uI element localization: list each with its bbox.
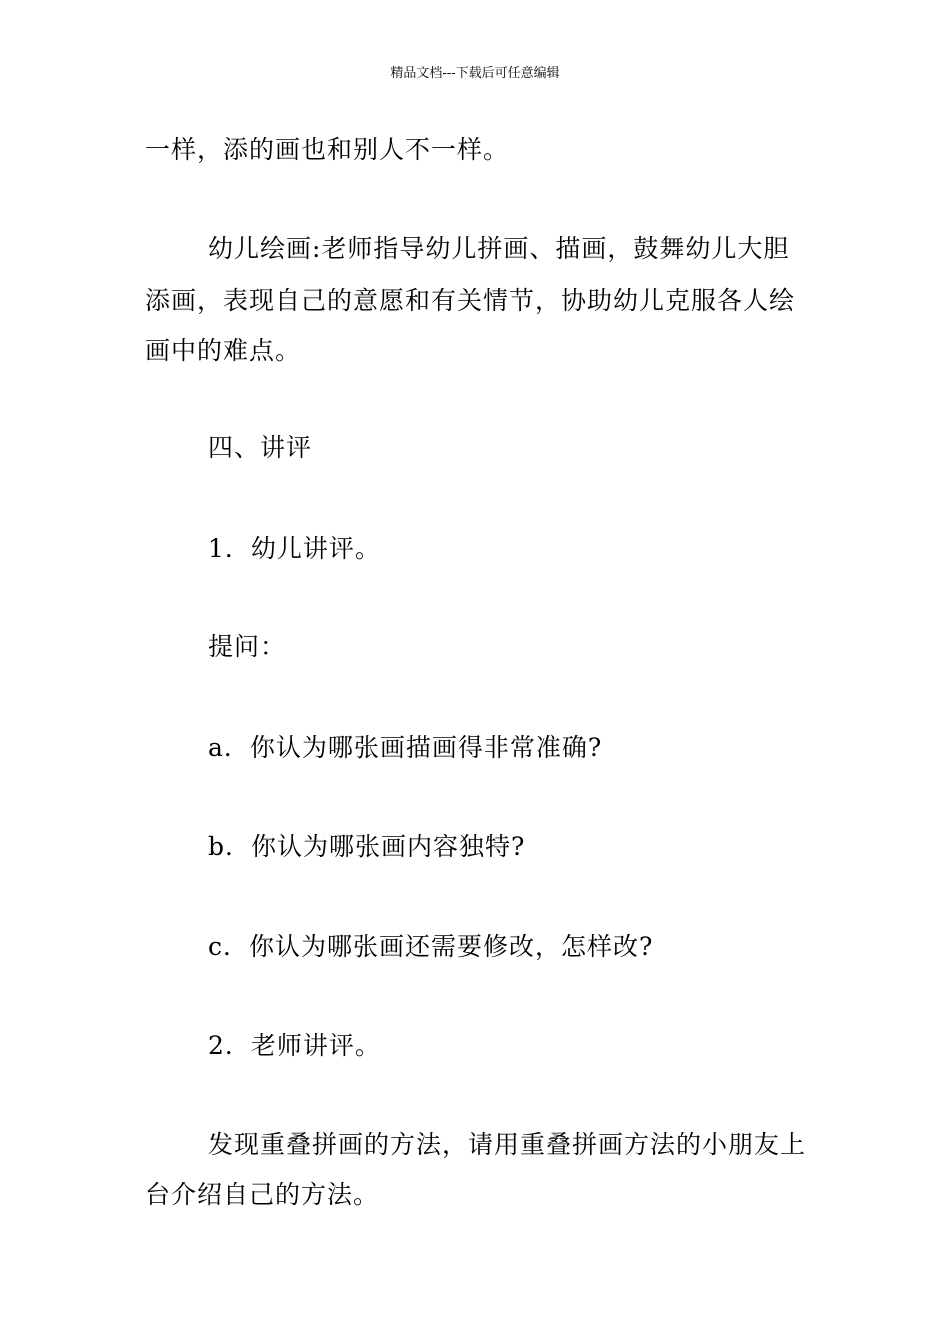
- paragraph-line-3: 添画，表现自己的意愿和有关情节，协助幼儿克服各人绘: [145, 286, 796, 315]
- question-b: b．你认为哪张画内容独特?: [208, 832, 526, 861]
- paragraph-line-1: 一样，添的画也和别人不一样。: [145, 135, 510, 164]
- paragraph-line-4: 画中的难点。: [145, 336, 302, 365]
- page-header: 精品文档---下载后可任意编辑: [390, 66, 560, 81]
- section-heading: 四、讲评: [208, 433, 313, 462]
- question-label: 提问：: [208, 632, 287, 661]
- question-c: c．你认为哪张画还需要修改，怎样改?: [208, 932, 654, 961]
- question-a: a．你认为哪张画描画得非常准确?: [208, 733, 603, 762]
- paragraph-line-2: 幼儿绘画:老师指导幼儿拼画、描画，鼓舞幼儿大胆: [208, 234, 790, 263]
- list-item-2: 2．老师讲评。: [208, 1031, 381, 1060]
- list-item-1: 1．幼儿讲评。: [208, 534, 381, 563]
- paragraph-line-6: 台介绍自己的方法。: [145, 1180, 380, 1209]
- paragraph-line-5: 发现重叠拼画的方法，请用重叠拼画方法的小朋友上: [208, 1130, 807, 1159]
